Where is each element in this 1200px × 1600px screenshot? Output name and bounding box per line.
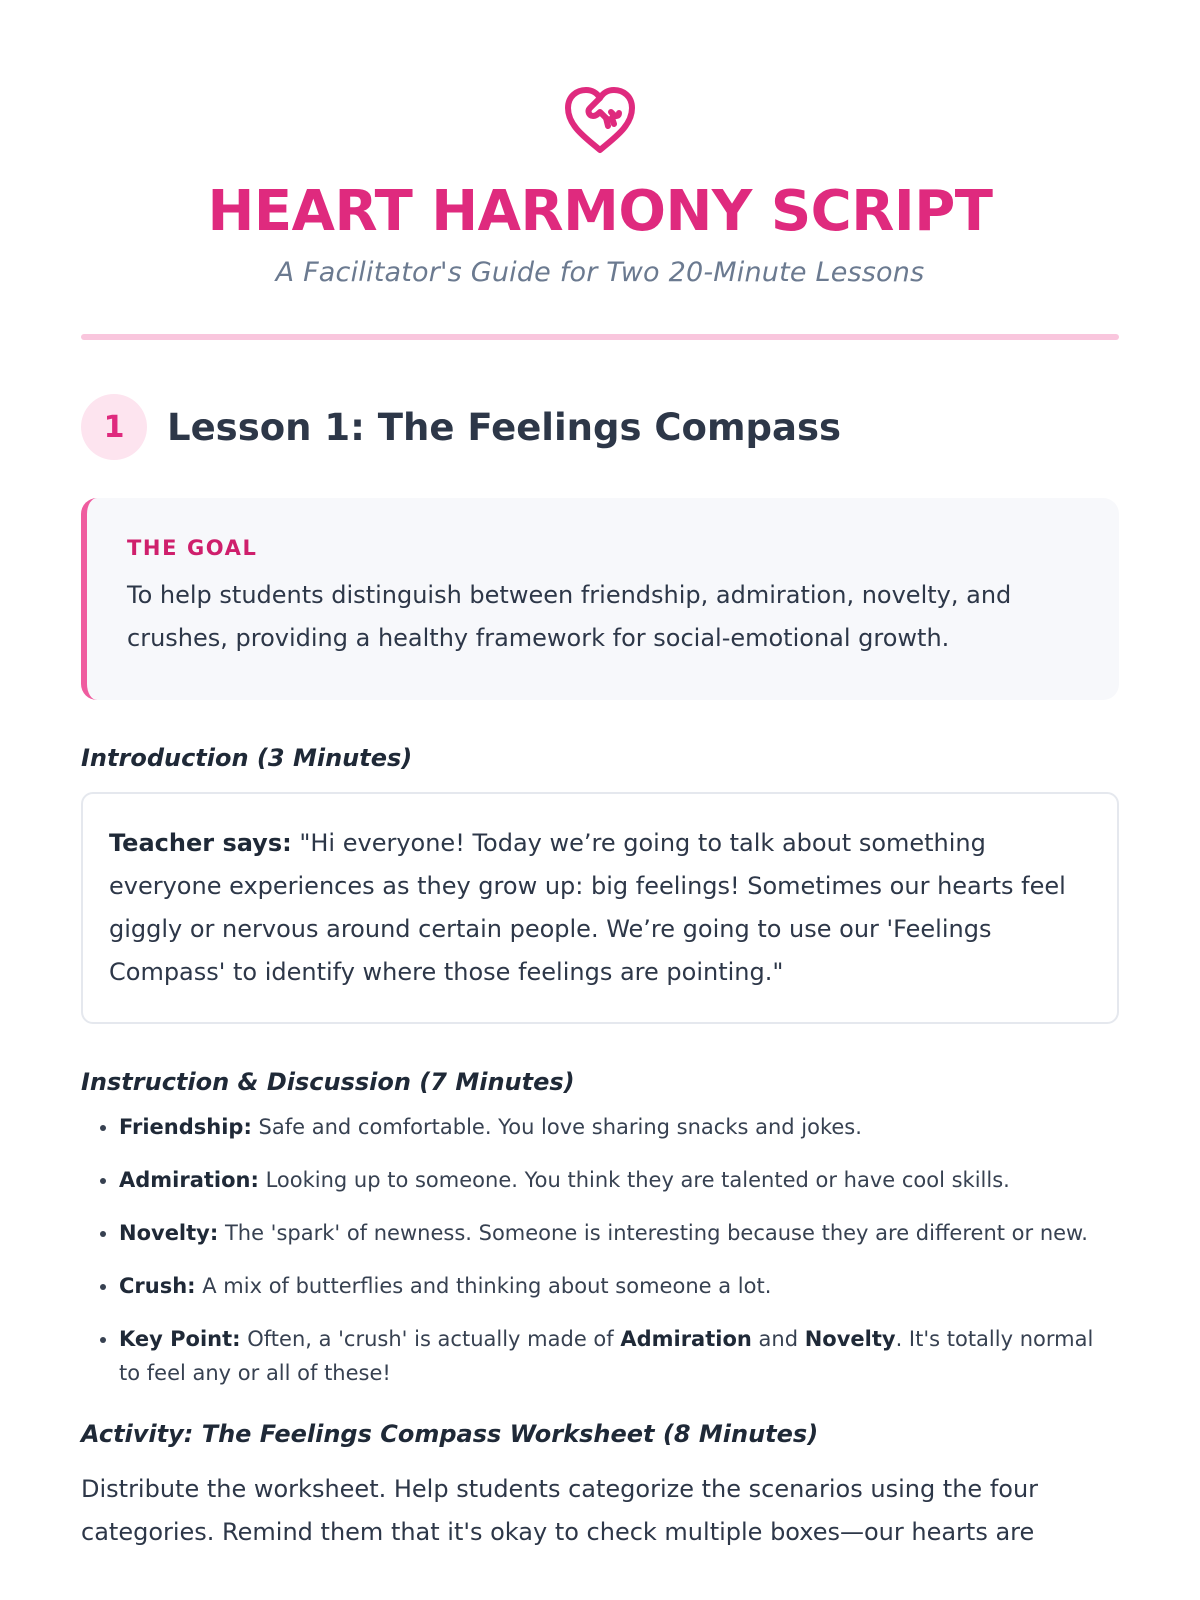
goal-label: THE GOAL xyxy=(127,536,258,561)
list-item-term: Friendship: xyxy=(119,1115,252,1140)
list-item-term: Novelty: xyxy=(119,1221,219,1246)
key-point-term: Key Point: xyxy=(119,1327,241,1352)
list-item xyxy=(119,1216,1119,1250)
lesson-heading xyxy=(81,394,1119,460)
key-point-text-a: Often, a 'crush' is actually made of xyxy=(240,1327,621,1352)
list-item-text: The 'spark' of newness. Someone is interesting because they are different or new. xyxy=(218,1221,1088,1246)
key-point-item xyxy=(119,1322,1119,1390)
list-item-text: Safe and comfortable. You love sharing snacks and jokes. xyxy=(251,1115,862,1140)
teacher-says-label: Teacher says: xyxy=(109,829,292,858)
list-item xyxy=(119,1163,1119,1197)
list-item xyxy=(119,1110,1119,1144)
goal-callout xyxy=(81,498,1119,700)
teacher-script-box xyxy=(81,792,1119,1024)
goal-text: To help students distinguish between friendship, admiration, novelty, and crushes, providing a healthy framework for social-emotional growth. xyxy=(127,581,1012,653)
section-heading-activity: Activity: The Feelings Compass Worksheet (8 Minutes) xyxy=(81,1420,819,1449)
list-item-term: Crush: xyxy=(119,1274,196,1299)
heart-handshake-icon xyxy=(562,86,638,156)
list-item-text: A mix of butterflies and thinking about someone a lot. xyxy=(195,1274,772,1299)
key-point-bold-a: Admiration xyxy=(620,1327,752,1352)
header-divider xyxy=(81,334,1119,340)
list-item-text: Looking up to someone. You think they are talented or have cool skills. xyxy=(258,1168,1010,1193)
lesson-number-badge: 1 xyxy=(81,394,147,460)
key-point-text-b: and xyxy=(751,1327,805,1352)
lesson-title: Lesson 1: The Feelings Compass xyxy=(167,405,842,449)
concept-list xyxy=(81,1110,1119,1390)
document-title: HEART HARMONY SCRIPT xyxy=(207,179,993,244)
document-subtitle: A Facilitator's Guide for Two 20-Minute Lessons xyxy=(275,257,925,289)
document-header xyxy=(81,0,1119,288)
teacher-script-text: "Hi everyone! Today we’re going to talk about something everyone experiences as they grow up: big feelings! Sometimes our hearts feel giggly or nervous around certain people. We’re going to use our 'Feelings Compass' to identify where those feelings are pointing." xyxy=(109,829,1066,987)
section-heading-introduction: Introduction (3 Minutes) xyxy=(81,744,413,773)
section-heading-instruction: Instruction & Discussion (7 Minutes) xyxy=(81,1068,575,1097)
list-item xyxy=(119,1269,1119,1303)
activity-text: Distribute the worksheet. Help students categorize the scenarios using the four categories. Remind them that it's okay to check multiple boxes—our hearts are xyxy=(81,1475,1039,1547)
key-point-bold-b: Novelty xyxy=(804,1327,896,1352)
key-point-text-c: . It's totally normal to feel any or all of these! xyxy=(119,1327,1094,1386)
list-item-term: Admiration: xyxy=(119,1168,259,1193)
